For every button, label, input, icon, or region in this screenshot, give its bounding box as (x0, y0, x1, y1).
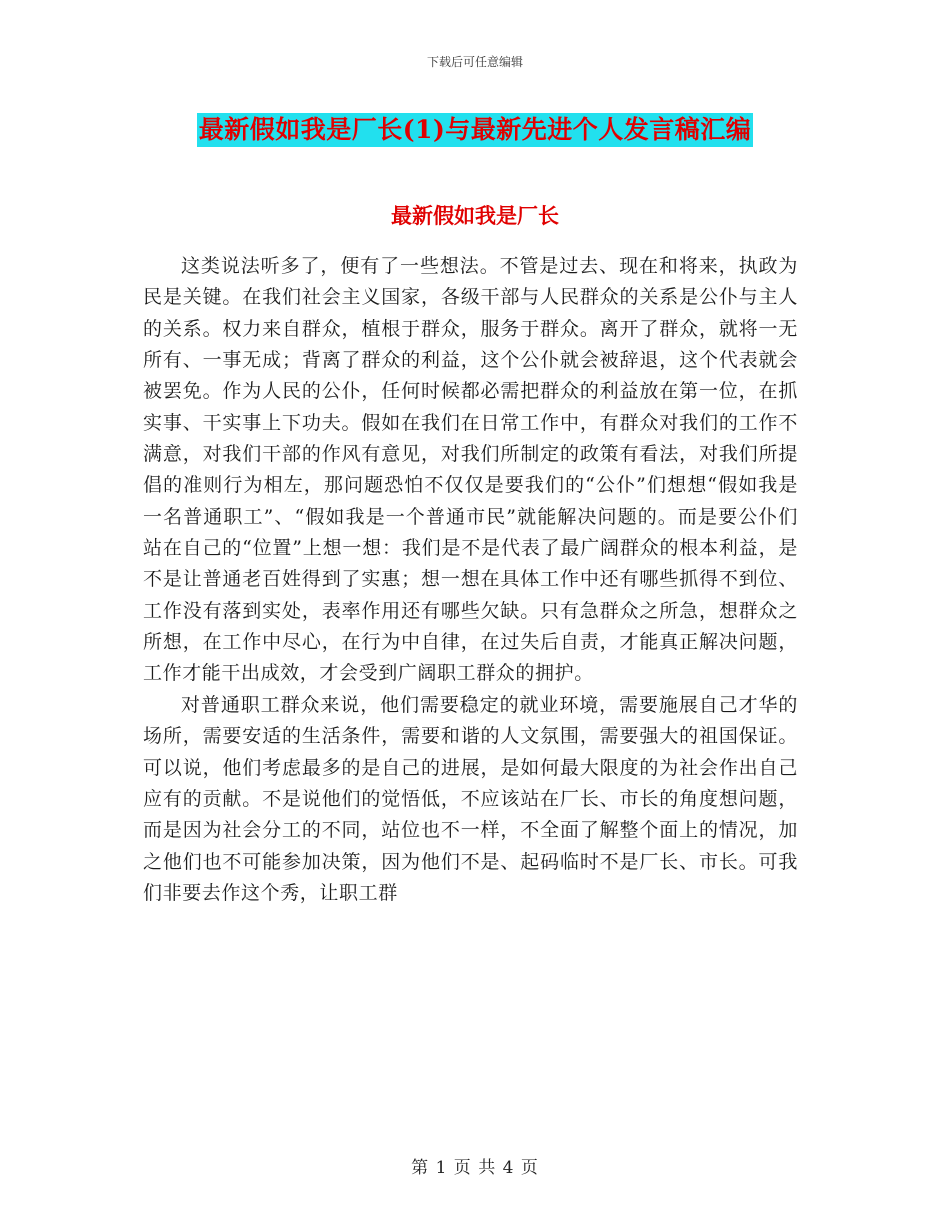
body-paragraph: 这类说法听多了，便有了一些想法。不管是过去、现在和将来，执政为民是关键。在我们社会主义国家，各级干部与人民群众的关系是公仆与主人的关系。权力来自群众，植根于群众，服务于群众。离开了群众，就将一无所有、一事无成；背离了群众的利益，这个公仆就会被辞退，这个代表就会被罢免。作为人民的公仆，任何时候都必需把群众的利益放在第一位，在抓实事、干实事上下功夫。假如在我们在日常工作中，有群众对我们的工作不满意，对我们干部的作风有意见，对我们所制定的政策有看法，对我们所提倡的准则行为相左，那问题恐怕不仅仅是要我们的“公仆”们想想“假如我是一名普通职工”、“假如我是一个普通市民”就能解决问题的。而是要公仆们站在自己的“位置”上想一想：我们是不是代表了最广阔群众的根本利益，是不是让普通老百姓得到了实惠；想一想在具体工作中还有哪些抓得不到位、工作没有落到实处，表率作用还有哪些欠缺。只有急群众之所急，想群众之所想，在工作中尽心，在行为中自律，在过失后自责，才能真正解决问题，工作才能干出成效，才会受到广阔职工群众的拥护。 (143, 255, 798, 685)
section-title: 最新假如我是厂长 (391, 203, 559, 228)
page-number-footer: 第 1 页 共 4 页 (411, 1158, 539, 1178)
body-paragraph: 对普通职工群众来说，他们需要稳定的就业环境，需要施展自己才华的场所，需要安适的生活条件，需要和谐的人文氛围，需要强大的祖国保证。可以说，他们考虑最多的是自己的进展，是如何最大限度的为社会作出自己应有的贡献。不是说他们的觉悟低，不应该站在厂长、市长的角度想问题，而是因为社会分工的不同，站位也不一样，不全面了解整个面上的情况，加之他们也不可能参加决策，因为他们不是、起码临时不是厂长、市长。可我们非要去作这个秀，让职工群 (143, 693, 798, 904)
document-title-container (0, 113, 950, 147)
page-header-note: 下载后可任意编辑 (426, 55, 523, 69)
document-title: 最新假如我是厂长(1)与最新先进个人发言稿汇编 (197, 113, 754, 147)
document-body (143, 251, 798, 909)
